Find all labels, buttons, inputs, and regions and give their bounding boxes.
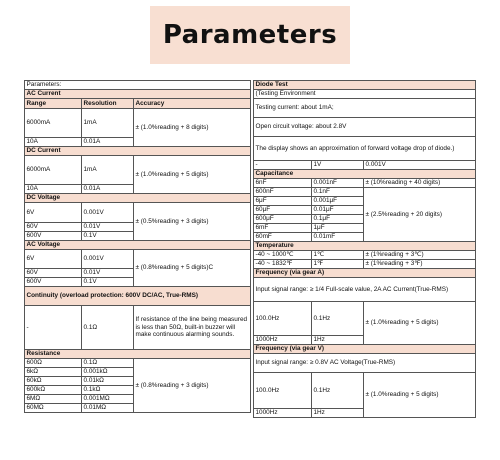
resolution-cell: 1V	[312, 161, 364, 170]
resolution-cell: 0.01V	[82, 269, 134, 278]
resolution-cell: 1℉	[312, 260, 364, 269]
resolution-cell: 0.1Hz	[312, 302, 364, 336]
capacitance-label: Capacitance	[254, 170, 476, 179]
range-cell: -	[25, 306, 82, 350]
resolution-cell: 0.1μF	[312, 215, 364, 224]
resolution-cell: 0.1Ω	[82, 306, 134, 350]
accuracy-cell: ± (0.8%reading + 5 digits)C	[134, 250, 251, 287]
range-cell: 100.0Hz	[254, 302, 312, 336]
ac-voltage-label: AC Voltage	[25, 241, 251, 250]
frequency-a-label: Frequency (via gear A)	[254, 269, 476, 278]
range-cell: 6mF	[254, 224, 312, 233]
continuity-label: Continuity (overload protection: 600V DC/AC, True-RMS)	[25, 287, 251, 306]
resolution-cell: 1mA	[82, 109, 134, 138]
resolution-cell: 1μF	[312, 224, 364, 233]
resolution-cell: 0.1V	[82, 278, 134, 287]
temperature-label: Temperature	[254, 242, 476, 251]
resolution-cell: 0.1nF	[312, 188, 364, 197]
diode-display: The display shows an approximation of forward voltage drop of diode.)	[254, 137, 476, 161]
col-range: Range	[25, 99, 82, 109]
frequency-a-input: Input signal range: ≥ 1/4 Full-scale value, 2A AC Current(True-RMS)	[254, 278, 476, 302]
dc-current-label: DC Current	[25, 147, 251, 156]
resolution-cell: 0.001nF	[312, 179, 364, 188]
resolution-cell: 0.1kΩ	[82, 386, 134, 395]
range-cell: 1000Hz	[254, 336, 312, 345]
range-cell: 60MΩ	[25, 404, 82, 413]
range-cell: 600μF	[254, 215, 312, 224]
dc-voltage-label: DC Voltage	[25, 194, 251, 203]
accuracy-cell: ± (1.0%reading + 5 digits)	[364, 373, 476, 418]
resolution-cell: 0.01μF	[312, 206, 364, 215]
accuracy-cell: ± (0.5%reading + 3 digits)	[134, 203, 251, 241]
accuracy-cell: ± (1.0%reading + 5 digits)	[364, 302, 476, 345]
range-cell: 6000mA	[25, 109, 82, 138]
diode-voltage: Open circuit voltage: about 2.8V	[254, 118, 476, 137]
resolution-cell: 0.01A	[82, 138, 134, 147]
resolution-cell: 1℃	[312, 251, 364, 260]
range-cell: 60kΩ	[25, 377, 82, 386]
parameters-heading: Parameters:	[25, 81, 251, 90]
range-cell: 100.0Hz	[254, 373, 312, 409]
range-cell: 6V	[25, 203, 82, 223]
resolution-cell: 0.01MΩ	[82, 404, 134, 413]
accuracy-cell: ± (2.5%reading + 20 digits)	[364, 188, 476, 242]
range-cell: 600kΩ	[25, 386, 82, 395]
range-cell: 600V	[25, 278, 82, 287]
resolution-cell: 0.1V	[82, 232, 134, 241]
resolution-cell: 0.001MΩ	[82, 395, 134, 404]
resolution-cell: 0.1Ω	[82, 359, 134, 368]
range-cell: -	[254, 161, 312, 170]
resolution-cell: 1mA	[82, 156, 134, 185]
diode-test-label: Diode Test	[254, 81, 476, 90]
range-cell: 6kΩ	[25, 368, 82, 377]
accuracy-cell: ± (1%reading + 3℃)	[364, 251, 476, 260]
diode-current: Testing current: about 1mA;	[254, 99, 476, 118]
frequency-v-label: Frequency (via gear V)	[254, 345, 476, 354]
range-cell: 6nF	[254, 179, 312, 188]
resolution-cell: 0.01mF	[312, 233, 364, 242]
range-cell: 600Ω	[25, 359, 82, 368]
right-parameters-table	[253, 80, 476, 418]
range-cell: 6000mA	[25, 156, 82, 185]
resolution-cell: 0.001V	[82, 250, 134, 269]
resolution-cell: 1Hz	[312, 409, 364, 418]
continuity-description: If resistance of the line being measured is less than 50Ω, built-in buzzer will make continuous alarming sounds.	[134, 306, 251, 350]
resolution-cell: 0.001μF	[312, 197, 364, 206]
range-cell: 600V	[25, 232, 82, 241]
range-cell: 10A	[25, 185, 82, 194]
resolution-cell: 0.01A	[82, 185, 134, 194]
range-cell: 60mF	[254, 233, 312, 242]
left-parameters-table	[24, 80, 251, 413]
accuracy-cell: 0.001V	[364, 161, 476, 170]
accuracy-cell: ± (1%reading + 3℉)	[364, 260, 476, 269]
range-cell: 6MΩ	[25, 395, 82, 404]
col-accuracy: Accuracy	[134, 99, 251, 109]
range-cell: 60V	[25, 269, 82, 278]
range-cell: 1000Hz	[254, 409, 312, 418]
page-title: Parameters	[162, 20, 338, 50]
resistance-label: Resistance	[25, 350, 251, 359]
ac-current-label: AC Current	[25, 90, 251, 99]
diode-env: (Testing Environment	[254, 90, 476, 99]
range-cell: 60μF	[254, 206, 312, 215]
range-cell: 60V	[25, 223, 82, 232]
range-cell: 6μF	[254, 197, 312, 206]
resolution-cell: 0.001kΩ	[82, 368, 134, 377]
resolution-cell: 0.01kΩ	[82, 377, 134, 386]
resolution-cell: 0.1Hz	[312, 373, 364, 409]
accuracy-cell: ± (0.8%reading + 3 digits)	[134, 359, 251, 413]
frequency-v-input: Input signal range: ≥ 0.8V AC Voltage(True-RMS)	[254, 354, 476, 373]
title-banner	[150, 6, 350, 64]
range-cell: -40 ~ 1000℃	[254, 251, 312, 260]
accuracy-cell: ± (1.0%reading + 8 digits)	[134, 109, 251, 147]
accuracy-cell: ± (10%reading + 40 digits)	[364, 179, 476, 188]
resolution-cell: 1Hz	[312, 336, 364, 345]
resolution-cell: 0.01V	[82, 223, 134, 232]
accuracy-cell: ± (1.0%reading + 5 digits)	[134, 156, 251, 194]
range-cell: -40 ~ 1832℉	[254, 260, 312, 269]
resolution-cell: 0.001V	[82, 203, 134, 223]
col-resolution: Resolution	[82, 99, 134, 109]
range-cell: 10A	[25, 138, 82, 147]
range-cell: 6V	[25, 250, 82, 269]
range-cell: 600nF	[254, 188, 312, 197]
